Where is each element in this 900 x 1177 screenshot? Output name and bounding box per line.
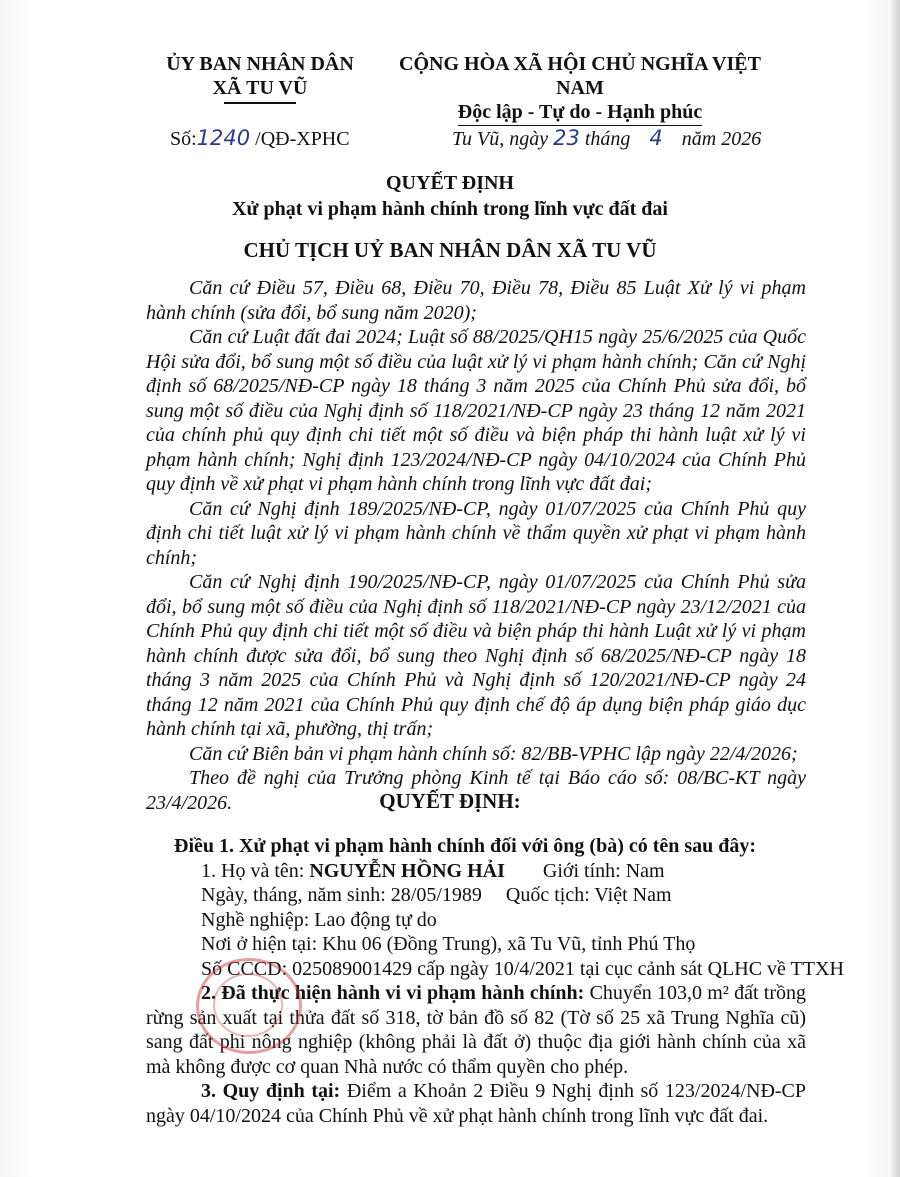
basis-paragraph: Căn cứ Biên bản vi phạm hành chính số: 82/BB-VPHC lập ngày 22/4/2026; (189, 742, 798, 765)
legal-basis (146, 276, 806, 815)
gender: Giới tính: Nam (542, 859, 665, 882)
document-number (170, 126, 350, 151)
date-prefix: Tu Vũ, ngày (452, 128, 549, 150)
agency-underline (224, 102, 296, 104)
id-card: Số CCCD: 025089001429 cấp ngày 10/4/2021 tại cục cảnh sát QLHC về TTXH (201, 957, 844, 980)
document-subtitle: Xử phạt vi phạm hành chính trong lĩnh vực đất đai (232, 198, 668, 220)
decision-heading: QUYẾT ĐỊNH: (379, 789, 521, 813)
nationality: Quốc tịch: Việt Nam (505, 884, 672, 906)
rule-section (146, 1079, 806, 1128)
rule-label: 3. Quy định tại: (201, 1080, 341, 1102)
article-1-heading: Điều 1. Xử phạt vi phạm hành chính đối với ông (bà) có tên sau đây: (174, 835, 757, 857)
number-suffix: /QĐ-XPHC (255, 128, 350, 150)
issuing-agency (160, 52, 360, 104)
agency-line-2: XÃ TU VŨ (212, 77, 308, 99)
issue-date (452, 126, 761, 151)
year-label: năm 2026 (681, 128, 762, 150)
person-name: NGUYỄN HỒNG HẢI (309, 859, 505, 882)
handwritten-number: 1240 (196, 126, 251, 150)
handwritten-month: 4 (649, 126, 663, 150)
violation-text: Chuyển 103,0 m² đất trồng rừng sản xuất tại thửa đất số 318, tờ bản đồ số 82 (Tờ số 25 xã Trung Nghĩa cũ) sang đất phi nông nghiệp (không phải là đất ở) thuộc địa giới hành chính của xã mà không được cơ quan Nhà nước có thẩm quyền cho phép. (146, 982, 807, 1078)
national-motto: Độc lập - Tự do - Hạnh phúc (458, 100, 702, 126)
number-label: Số: (170, 128, 197, 150)
rule-text: Điểm a Khoản 2 Điều 9 Nghị định số 123/2024/NĐ-CP ngày 04/10/2024 của Chính Phủ về xử phạt hành chính trong lĩnh vực đất đai. (146, 1080, 807, 1127)
dob-row (146, 883, 806, 908)
article-1 (146, 834, 844, 1128)
month-label: tháng (584, 128, 631, 150)
occupation: Nghề nghiệp: Lao động tự do (201, 908, 437, 931)
basis-paragraph: Căn cứ Luật đất đai 2024; Luật số 88/2025/QH15 ngày 25/6/2025 của Quốc Hội sửa đổi, bổ sung một số điều của luật xử lý vi phạm hành chính; Căn cứ Nghị định số 68/2025/NĐ-CP ngày 18 tháng 3 năm 2025 của Chính Phủ sửa đổi, bổ sung một số điều của Nghị định số 118/2021/NĐ-CP ngày 23 tháng 12 năm 2021 của chính phủ quy định chi tiết một số điều và biện pháp thi hành luật xử lý vi phạm hành chính; Nghị định 123/2024/NĐ-CP ngày 04/10/2024 của Chính Phủ quy định về xử phạt vi phạm hành chính trong lĩnh vực đất đai; (146, 326, 806, 495)
basis-paragraph: Theo đề nghị của Trưởng phòng Kinh tế tại Báo cáo số: 08/BC-KT ngày 23/4/2026. (146, 767, 806, 814)
name-label: 1. Họ và tên: (201, 859, 305, 882)
violation-section (146, 981, 806, 1079)
document-title: QUYẾT ĐỊNH (386, 172, 514, 194)
issuing-authority: CHỦ TỊCH UỶ BAN NHÂN DÂN XÃ TU VŨ (243, 238, 657, 262)
residence: Nơi ở hiện tại: Khu 06 (Đồng Trung), xã Tu Vũ, tỉnh Phú Thọ (201, 933, 696, 955)
basis-paragraph: Căn cứ Điều 57, Điều 68, Điều 70, Điều 78, Điều 85 Luật Xử lý vi phạm hành chính (sửa đổi, bổ sung năm 2020); (146, 277, 806, 324)
handwritten-day: 23 (553, 126, 580, 150)
nation-name: CỘNG HÒA XÃ HỘI CHỦ NGHĨA VIỆT NAM (399, 53, 761, 99)
agency-line-1: ỦY BAN NHÂN DÂN (166, 53, 354, 75)
violation-label: 2. Đã thực hiện hành vi vi phạm hành chính: (201, 982, 585, 1004)
person-name-row (146, 859, 806, 884)
date-of-birth: Ngày, tháng, năm sinh: 28/05/1989 (201, 884, 482, 906)
basis-paragraph: Căn cứ Nghị định 189/2025/NĐ-CP, ngày 01/07/2025 của Chính Phủ quy định chi tiết luật xử lý vi phạm hành chính về thẩm quyền xử phạt vi phạm hành chính; (146, 497, 806, 569)
national-title (390, 52, 770, 126)
basis-paragraph: Căn cứ Nghị định 190/2025/NĐ-CP, ngày 01/07/2025 của Chính Phủ sửa đổi, bổ sung một số điều của Nghị định số 118/2021/NĐ-CP ngày 23/12/2021 của Chính Phủ quy định chi tiết một số điều và biện pháp thi hành Luật xử lý vi phạm hành chính được sửa đổi, bổ sung theo Nghị định số 68/2025/NĐ-CP ngày 18 tháng 3 năm 2025 của Chính Phủ và Nghị định số 120/2021/NĐ-CP ngày 24 tháng 12 năm 2021 của Chính Phủ quy định chế độ áp dụng biện pháp giáo dục hành chính tại xã, phường, thị trấn; (146, 571, 806, 740)
